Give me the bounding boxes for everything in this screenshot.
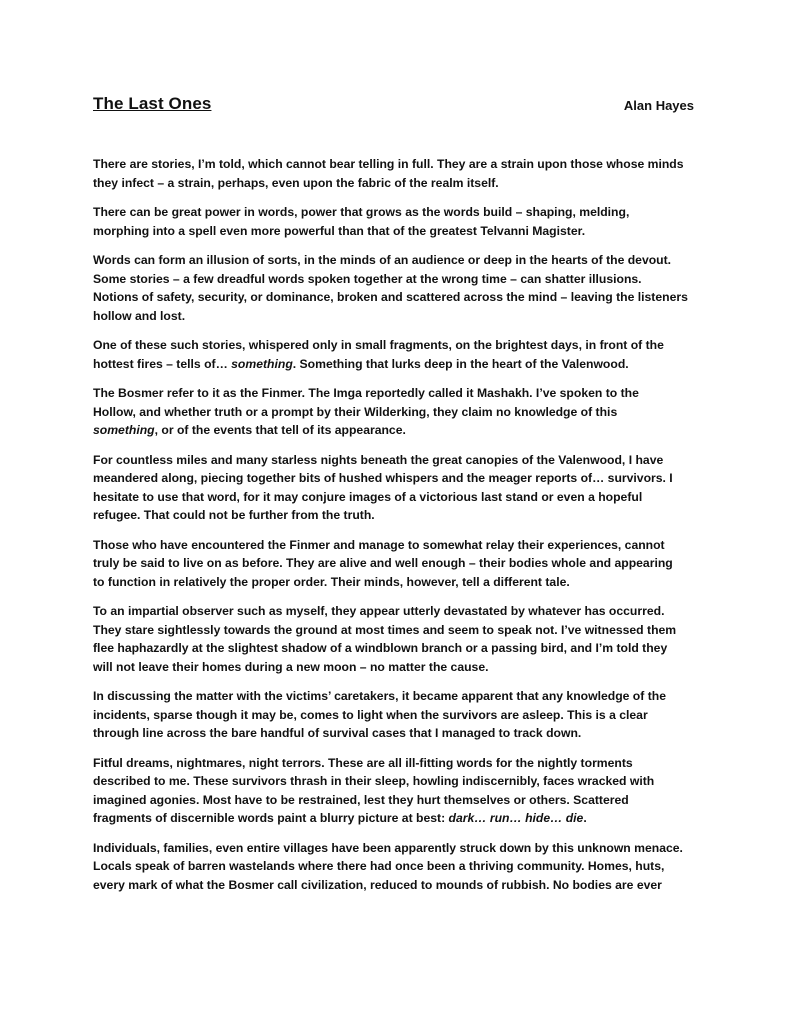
paragraph-line: For countless miles and many starless nights beneath the great canopies of the Valenwood, I have	[93, 452, 664, 467]
paragraph	[93, 754, 698, 828]
paragraph-line: hesitate to use that word, for it may conjure images of a victorious last stand or even a hopeful	[93, 489, 643, 504]
paragraph	[93, 251, 698, 325]
paragraph-line: morphing into a spell even more powerful than that of the greatest Telvanni Magister.	[93, 223, 586, 238]
paragraph-line: Hollow, and whether truth or a prompt by their Wilderking, they claim no knowledge of this	[93, 404, 618, 419]
paragraph-line: truly be said to live on as before. They are alive and well enough – their bodies whole and appearing	[93, 556, 673, 570]
paragraph-line: flee haphazardly at the slightest shadow of a windblown branch or a passing bird, and I’m told they	[93, 641, 668, 655]
paragraph-line: every mark of what the Bosmer call civilization, reduced to mounds of rubbish. No bodies are ever	[93, 877, 662, 892]
paragraph-line: There can be great power in words, power that grows as the words build – shaping, melding,	[93, 205, 630, 219]
paragraph-line: Notions of safety, security, or dominance, broken and scattered across the mind – leaving the listeners	[93, 290, 688, 304]
document-title: The Last Ones	[93, 94, 212, 113]
paragraph-line: Individuals, families, even entire villages have been apparently struck down by this unknown menace.	[93, 840, 683, 855]
paragraph-line: There are stories, I’m told, which cannot bear telling in full. They are a strain upon those whose minds	[93, 157, 684, 171]
paragraph-line: They stare sightlessly towards the ground at most times and seem to speak not. I’ve witnessed them	[93, 622, 677, 637]
paragraph-line: Fitful dreams, nightmares, night terrors. These are all ill-fitting words for the nightly torments	[93, 755, 633, 770]
paragraph	[93, 839, 698, 895]
paragraph	[93, 536, 698, 592]
emphasis-text: something	[93, 423, 155, 437]
paragraph-line: hollow and lost.	[93, 308, 186, 323]
paragraph-line: through line across the bare handful of survival cases that I managed to track down.	[93, 726, 582, 740]
paragraph-line: meandered along, piecing together bits of hushed whispers and the meager reports of… survivors. I	[93, 471, 673, 485]
paragraph-line: One of these such stories, whispered only in small fragments, on the brightest days, in front of the	[93, 338, 664, 352]
paragraph-line: Some stories – a few dreadful words spoken together at the wrong time – can shatter illusions.	[93, 271, 642, 286]
document-body	[93, 155, 698, 905]
paragraph-line: refugee. That could not be further from the truth.	[93, 508, 375, 522]
text-run: hottest fires – tells of…	[93, 356, 232, 371]
paragraph-line: imagined agonies. Most have to be restrained, lest they hurt themselves or others. Scattered	[93, 792, 629, 807]
document-header	[93, 94, 694, 118]
paragraph-line	[93, 809, 698, 828]
paragraph	[93, 687, 698, 743]
text-run: fragments of discernible words paint a blurry picture at best:	[93, 811, 449, 825]
document-author: Alan Hayes	[623, 98, 694, 113]
paragraph-line: To an impartial observer such as myself, they appear utterly devastated by whatever has occurred.	[93, 604, 665, 618]
paragraph	[93, 451, 698, 525]
paragraph-line	[93, 421, 698, 440]
paragraph-line: incidents, sparse though it may be, comes to light when the survivors are asleep. This is a clear	[93, 707, 648, 722]
paragraph	[93, 203, 698, 240]
text-run: .	[583, 811, 587, 825]
paragraph-line: to function in relatively the proper order. Their minds, however, tell a different tale.	[93, 574, 570, 589]
text-run: , or of the events that tell of its appearance.	[154, 423, 406, 437]
paragraph	[93, 602, 698, 676]
paragraph-line: will not leave their homes during a new moon – no matter the cause.	[93, 659, 489, 674]
paragraph-line: described to me. These survivors thrash in their sleep, howling indiscernibly, faces wracked with	[93, 774, 655, 788]
paragraph-line: Words can form an illusion of sorts, in the minds of an audience or deep in the hearts of the devout.	[93, 253, 672, 267]
paragraph-line: they infect – a strain, perhaps, even upon the fabric of the realm itself.	[93, 175, 499, 190]
paragraph	[93, 384, 698, 440]
paragraph-line: In discussing the matter with the victims’ caretakers, it became apparent that any knowledge of the	[93, 689, 666, 703]
paragraph-line: Those who have encountered the Finmer and manage to somewhat relay their experiences, cannot	[93, 537, 665, 552]
paragraph-line: The Bosmer refer to it as the Finmer. The Imga reportedly called it Mashakh. I’ve spoken to the	[93, 386, 639, 400]
emphasis-text: something	[231, 356, 293, 371]
paragraph-line	[93, 355, 698, 374]
text-run: . Something that lurks deep in the heart of the Valenwood.	[292, 356, 629, 371]
paragraph	[93, 155, 698, 192]
paragraph	[93, 336, 698, 373]
emphasis-text: dark… run… hide… die	[448, 811, 584, 825]
paragraph-line: Locals speak of barren wastelands where there had once been a thriving community. Homes, huts,	[93, 859, 665, 873]
